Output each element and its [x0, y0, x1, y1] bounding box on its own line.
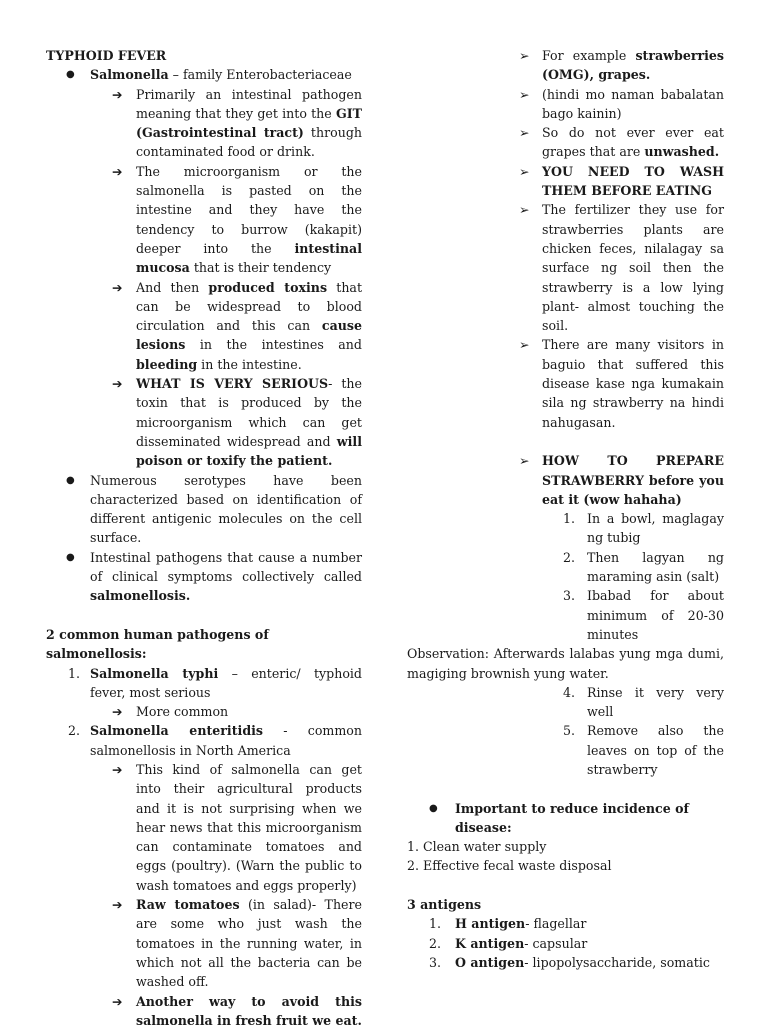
- list-item-text: [136, 702, 362, 721]
- list-marker: ➢: [519, 46, 542, 85]
- text-run: bleeding: [136, 357, 197, 372]
- text-run: Rinse it very very well: [587, 685, 724, 719]
- list-item-text: [542, 85, 724, 124]
- list-item-text: [542, 451, 724, 509]
- salmonella-bullet: [46, 65, 362, 84]
- text-run: salmonellosis.: [90, 588, 190, 603]
- list-item-text: [587, 721, 724, 779]
- step-item: [407, 721, 724, 779]
- text-run: Remove also the leaves on top of the strawberry: [587, 723, 724, 777]
- text-run: - flagellar: [525, 916, 586, 931]
- list-item: [407, 162, 724, 201]
- text-run: - capsular: [524, 936, 587, 951]
- left-column: [46, 46, 362, 1030]
- pathogen-detail: [46, 992, 362, 1030]
- list-item-text: [136, 895, 362, 991]
- text-run: This kind of salmonella can get into their agricultural products and it is not surprising when we hear news that this microorganism can contaminate tomatoes and eggs (poultry). (Warn the public to wash tomatoes and eggs properly): [136, 762, 362, 893]
- list-item-text: [90, 664, 362, 703]
- list-marker: ➔: [112, 278, 136, 374]
- important-bullet: [407, 799, 724, 838]
- prepare-item: [407, 451, 724, 509]
- list-marker: ➢: [519, 200, 542, 335]
- text-run: (: [240, 897, 253, 912]
- text-run: in the intestine.: [197, 357, 302, 372]
- text-run: (hindi mo naman babalatan bago kainin): [542, 87, 724, 121]
- text-run: Salmonella enteritidis: [90, 723, 263, 738]
- text-run: K antigen: [455, 936, 524, 951]
- list-item: [407, 46, 724, 85]
- antigen-item: [407, 934, 724, 953]
- text-run: strawberries (OMG), grapes.: [542, 48, 724, 82]
- text-run: Ibabad for about minimum of 20-30 minutes: [587, 588, 724, 642]
- text-run: Another way to avoid this salmonella in fresh fruit we eat.: [136, 994, 362, 1028]
- list-item-text: [587, 509, 724, 548]
- list-marker: ➢: [519, 451, 542, 509]
- list-marker: ➔: [112, 374, 136, 470]
- text-run: unwashed.: [644, 144, 719, 159]
- list-item: [407, 200, 724, 335]
- list-item: [46, 85, 362, 162]
- list-marker: 2.: [429, 934, 455, 953]
- list-item-text: [136, 278, 362, 374]
- text-run: Then lagyan ng maraming asin (salt): [587, 550, 724, 584]
- fecal-disposal-item: 2. Effective fecal waste disposal: [407, 856, 724, 875]
- text-run: O antigen: [455, 955, 524, 970]
- list-item-text: [90, 548, 362, 606]
- step-item: [407, 548, 724, 587]
- pathogen-detail: [46, 760, 362, 895]
- title-typhoid-fever: TYPHOID FEVER: [46, 46, 362, 65]
- list-item: [46, 162, 362, 278]
- list-item-text: [542, 162, 724, 201]
- text-run: Salmonella typhi: [90, 666, 218, 681]
- list-marker: ➢: [519, 123, 542, 162]
- list-item-text: [542, 46, 724, 85]
- bullet-marker: ●: [66, 65, 90, 84]
- prepare-steps-1: [407, 509, 724, 644]
- list-item-text: [90, 471, 362, 548]
- list-item-text: [587, 683, 724, 722]
- text-run: will poison or toxify the patient.: [136, 434, 362, 468]
- text-run: - common salmonellosis in North America: [90, 723, 362, 757]
- observation-text: Observation: Afterwards lalabas yung mga dumi, magiging brownish yung water.: [407, 644, 724, 683]
- list-item-text: [136, 85, 362, 162]
- text-run: HOW TO PREPARE STRAWBERRY before you eat it (wow hahaha): [542, 453, 724, 507]
- text-run: And then: [136, 280, 208, 295]
- antigen-item: [407, 914, 724, 933]
- list-item: [46, 374, 362, 470]
- text-run: GIT (Gastrointestinal tract): [136, 106, 362, 140]
- list-item-text: [136, 162, 362, 278]
- text-run: In a bowl, maglagay ng tubig: [587, 511, 724, 545]
- pathogens-list: [46, 664, 362, 1030]
- right-column: [407, 46, 724, 972]
- antigens-heading: 3 antigens: [407, 895, 724, 914]
- antigen-item: [407, 953, 724, 972]
- list-item-text: [542, 200, 724, 335]
- list-item: [46, 278, 362, 374]
- right-chevrons: [407, 46, 724, 432]
- text-run: H antigen: [455, 916, 525, 931]
- list-marker: 5.: [563, 721, 587, 779]
- list-marker: 3.: [429, 953, 455, 972]
- pathogen-detail: [46, 702, 362, 721]
- list-item-text: [455, 914, 724, 933]
- list-marker: 2.: [68, 721, 90, 760]
- bullet-marker: ●: [429, 799, 455, 838]
- list-marker: 4.: [563, 683, 587, 722]
- text-run: produced toxins: [208, 280, 327, 295]
- salmonella-arrows: [46, 85, 362, 471]
- list-item-text: [587, 586, 724, 644]
- list-item-text: [136, 760, 362, 895]
- list-item: [46, 548, 362, 606]
- text-run: YOU NEED TO WASH THEM BEFORE EATING: [542, 164, 724, 198]
- pathogen-item: [46, 721, 362, 760]
- clean-water-item: 1. Clean water supply: [407, 837, 724, 856]
- step-item: [407, 683, 724, 722]
- list-item-text: [455, 953, 724, 972]
- text-run: that can be widespread to blood circulation and this can: [136, 280, 362, 334]
- pathogen-detail: [46, 895, 362, 991]
- prepare-heading: [407, 451, 724, 509]
- list-item: [407, 123, 724, 162]
- list-marker: ●: [66, 471, 90, 548]
- text-run: Primarily an intestinal pathogen meaning that they get into the: [136, 87, 362, 121]
- text-run: The microorganism or the salmonella is pasted on the intestine and they have the tendency to burrow (kakapit) deeper into the: [136, 164, 362, 256]
- text-run: There are many visitors in baguio that suffered this disease kase nga kumakain sila ng strawberry na hindi nahugasan.: [542, 337, 724, 429]
- text-run: More common: [136, 704, 228, 719]
- text-run: So do not ever ever eat grapes that are: [542, 125, 724, 159]
- text-run: - the toxin that is produced by the microorganism which can get disseminated widespread and: [136, 376, 362, 449]
- list-marker: 1.: [68, 664, 90, 703]
- list-marker: ➢: [519, 335, 542, 431]
- pathogen-item: [46, 664, 362, 703]
- list-item-text: [136, 374, 362, 470]
- text-run: - lipopolysaccharide, somatic: [524, 955, 710, 970]
- list-item-text: [587, 548, 724, 587]
- text-run: Raw tomatoes: [136, 897, 240, 912]
- list-marker: 2.: [563, 548, 587, 587]
- list-item: [46, 471, 362, 548]
- text-run: cause lesions: [136, 318, 362, 352]
- salmonella-family: – family Enterobacteriaceae: [169, 67, 352, 82]
- list-item-text: [542, 123, 724, 162]
- list-item-text: [542, 335, 724, 431]
- text-run: in salad)- There are some who just wash the tomatoes in the running water, in which not all the bacteria can be washed off.: [136, 897, 362, 989]
- list-marker: ➔: [112, 162, 136, 278]
- list-marker: ➔: [112, 85, 136, 162]
- list-item-text: [90, 721, 362, 760]
- text-run: in the intestines and: [185, 337, 362, 352]
- list-marker: ➢: [519, 162, 542, 201]
- text-run: Intestinal pathogens that cause a number of clinical symptoms collectively called: [90, 550, 362, 584]
- pathogens-heading: 2 common human pathogens of salmonellosis:: [46, 625, 362, 664]
- list-marker: ➔: [112, 760, 136, 895]
- step-item: [407, 509, 724, 548]
- list-marker: ➔: [112, 992, 136, 1030]
- text-run: intestinal mucosa: [136, 241, 362, 275]
- text-run: – enteric/ typhoid fever, most serious: [90, 666, 362, 700]
- text-run: Numerous serotypes have been characterized based on identification of different antigenic molecules on the cell surface.: [90, 473, 362, 546]
- important-heading: Important to reduce incidence of disease:: [455, 799, 724, 838]
- antigens-list: [407, 914, 724, 972]
- text-run: For example: [542, 48, 635, 63]
- list-item: [407, 85, 724, 124]
- salmonella-name: Salmonella: [90, 67, 169, 82]
- text-run: through contaminated food or drink.: [136, 125, 362, 159]
- text-run: WHAT IS VERY SERIOUS: [136, 376, 328, 391]
- list-marker: 1.: [429, 914, 455, 933]
- list-item-text: [455, 934, 724, 953]
- left-bullets: [46, 471, 362, 606]
- list-marker: ➔: [112, 895, 136, 991]
- prepare-steps-2: [407, 683, 724, 779]
- list-marker: ➔: [112, 702, 136, 721]
- text-run: The fertilizer they use for strawberries plants are chicken feces, nilalagay sa surface ng soil then the strawberry is a low lying plant- almost touching the soil.: [542, 202, 724, 333]
- list-item-text: [136, 992, 362, 1030]
- list-marker: ➢: [519, 85, 542, 124]
- list-item: [407, 335, 724, 431]
- list-marker: 1.: [563, 509, 587, 548]
- step-item: [407, 586, 724, 644]
- text-run: that is their tendency: [190, 260, 331, 275]
- list-marker: ●: [66, 548, 90, 606]
- list-marker: 3.: [563, 586, 587, 644]
